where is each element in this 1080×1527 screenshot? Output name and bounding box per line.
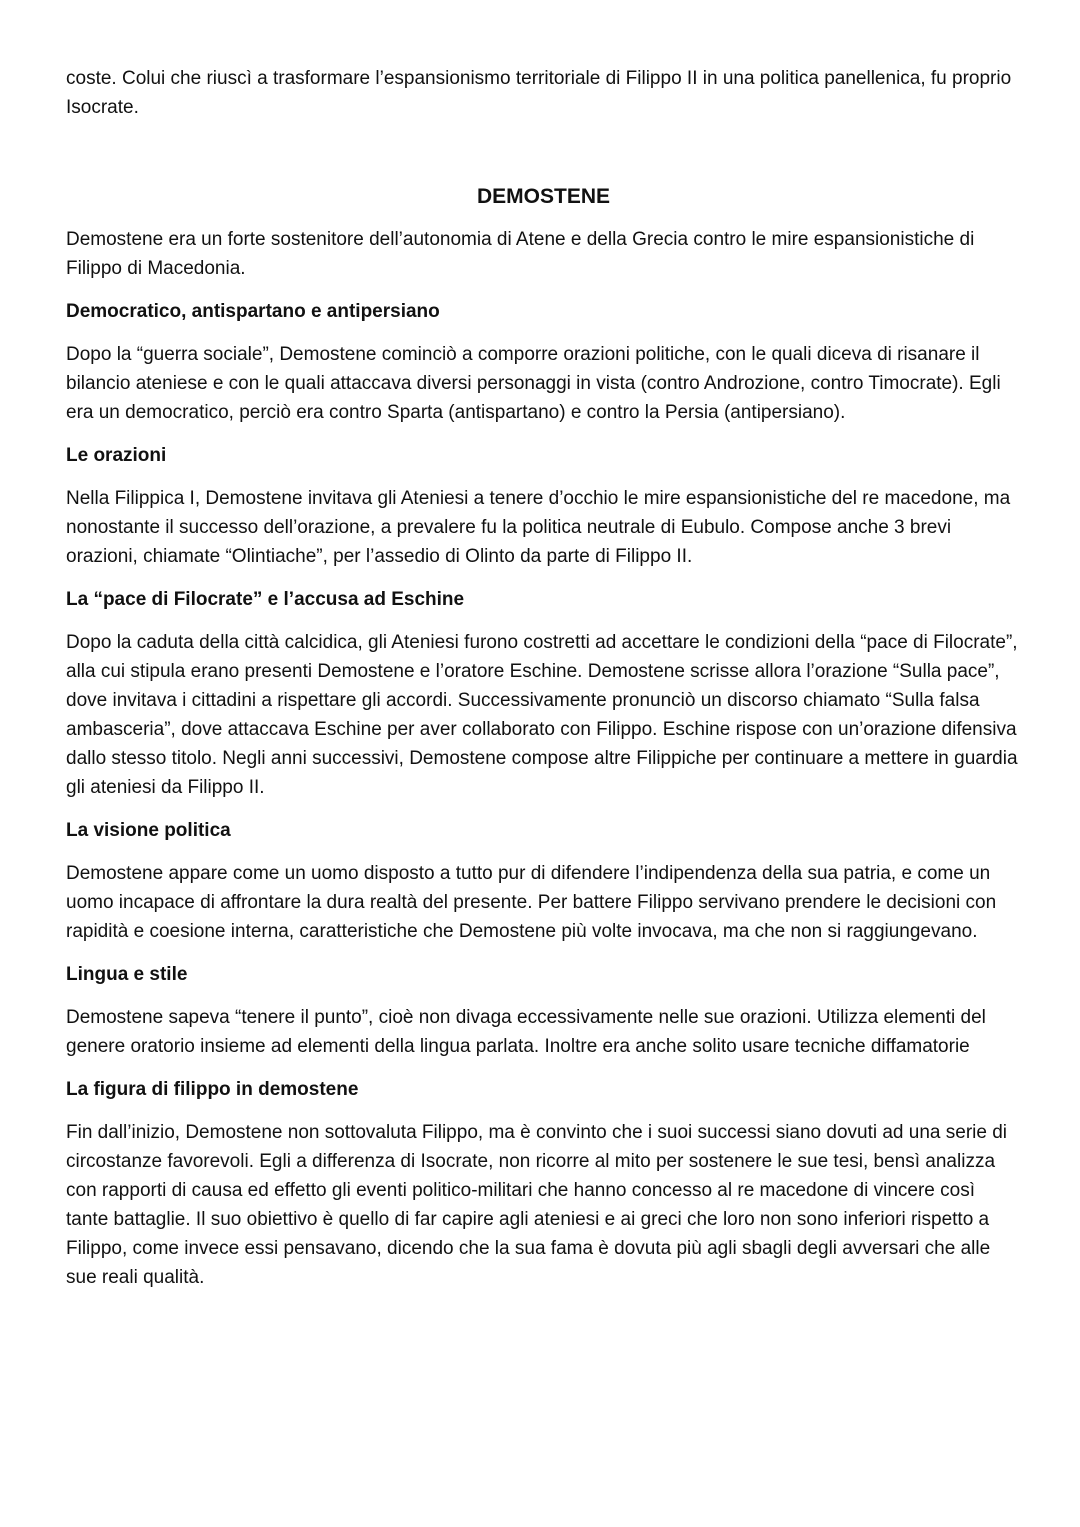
section-paragraph: Demostene sapeva “tenere il punto”, cioè non divaga eccessivamente nelle sue orazioni. Utilizza elementi del genere oratorio insieme ad elementi della lingua parlata. Inoltre era anche solito usare tecniche diffamatorie [66,1007,986,1057]
section-heading: Democratico, antispartano e antipersiano [66,301,440,322]
section-paragraph: Dopo la “guerra sociale”, Demostene cominciò a comporre orazioni politiche, con le quali diceva di risanare il bilancio ateniese e con le quali attaccava diversi personaggi in vista (contro Androzione, contro Timocrate). Egli era un democratico, perciò era contro Sparta (antispartano) e contro la Persia (antipersiano). [66,344,1001,423]
section-heading: Le orazioni [66,445,167,466]
section-lingua-stile [66,960,1021,1061]
section-paragraph: Demostene appare come un uomo disposto a tutto pur di difendere l’indipendenza della sua patria, e come un uomo incapace di affrontare la dura realtà del presente. Per battere Filippo servivano prendere le decisioni con rapidità e coesione interna, caratteristiche che Demostene più volte invocava, ma che non si raggiungevano. [66,863,997,942]
section-visione-politica [66,816,1021,946]
section-pace-filocrate [66,585,1021,802]
section-heading: La visione politica [66,820,231,841]
section-heading: La “pace di Filocrate” e l’accusa ad Eschine [66,589,465,610]
section-paragraph: Dopo la caduta della città calcidica, gli Ateniesi furono costretti ad accettare le condizioni della “pace di Filocrate”, alla cui stipula erano presenti Demostene e l’oratore Eschine. Demostene scrisse allora l’orazione “Sulla pace”, dove invitava i cittadini a rispettare gli accordi. Successivamente pronunciò un discorso chiamato “Sulla falsa ambasceria”, dove attaccava Eschine per aver collaborato con Filippo. Eschine rispose con un’orazione difensiva dallo stesso titolo. Negli anni successivi, Demostene compose altre Filippiche per continuare a mettere in guardia gli ateniesi da Filippo II. [66,632,1018,798]
section-figura-filippo [66,1075,1021,1292]
section-orazioni [66,441,1021,571]
section-paragraph: Nella Filippica I, Demostene invitava gli Ateniesi a tenere d’occhio le mire espansionistiche del re macedone, ma nonostante il successo dell’orazione, a prevalere fu la politica neutrale di Eubulo. Compose anche 3 brevi orazioni, chiamate “Olintiache”, per l’assedio di Olinto da parte di Filippo II. [66,488,1011,567]
page-title: DEMOSTENE [476,185,610,208]
section-heading: La figura di filippo in demostene [66,1079,359,1100]
intro-paragraph: coste. Colui che riuscì a trasformare l’espansionismo territoriale di Filippo II in una politica panellenica, fu proprio Isocrate. [66,68,1012,118]
document-page [66,64,1021,1292]
lead-paragraph: Demostene era un forte sostenitore dell’autonomia di Atene e della Grecia contro le mire espansionistiche di Filippo di Macedonia. [66,229,975,279]
section-democratico [66,297,1021,427]
section-paragraph: Fin dall’inizio, Demostene non sottovaluta Filippo, ma è convinto che i suoi successi siano dovuti ad una serie di circostanze favorevoli. Egli a differenza di Isocrate, non ricorre al mito per sostenere le sue tesi, bensì analizza con rapporti di causa ed effetto gli eventi politico-militari che hanno concesso al re macedone di vincere così tante battaglie. Il suo obiettivo è quello di far capire agli ateniesi e ai greci che loro non sono inferiori rispetto a Filippo, come invece essi pensavano, dicendo che la sua fama è dovuta più agli sbagli degli avversari che alle sue reali qualità. [66,1122,1008,1288]
section-heading: Lingua e stile [66,964,188,985]
